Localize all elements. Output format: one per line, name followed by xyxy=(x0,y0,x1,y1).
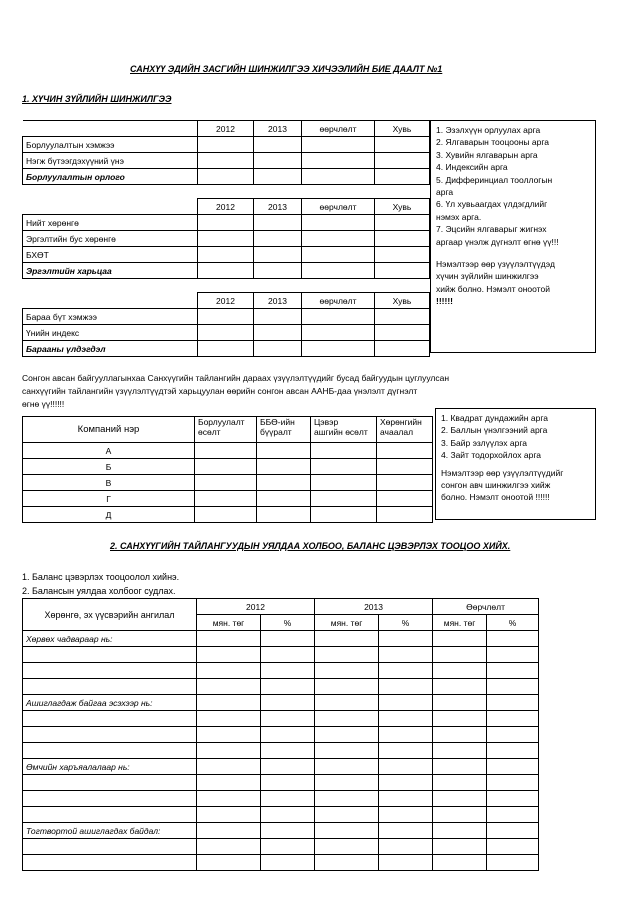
table-row: Эргэлтийн харьцаа xyxy=(23,263,430,279)
class-header: Хөрөнгө, эх үүсвэрийн ангилал xyxy=(23,599,197,631)
table-row: Бараа бүт хэмжээ xyxy=(23,309,430,325)
table-row xyxy=(23,679,539,695)
table-row: Борлуулалтын орлого xyxy=(23,169,430,185)
instruction-text: Сонгон авсан байгууллагынхаа Санхүүгийн тайлангийн дараах үзүүлэлтүүдийг бусад байгуудын цуглуулсан санхүүгийн тайлангийн үзүүлэлтүүдтэй харьцуулан өөрийн сонгон авсан ААНБ-даа үнэлэлт дүгнэлт өгнө үү!!!!!! xyxy=(22,373,450,409)
table-row xyxy=(23,807,539,823)
factor-table-sales: 2012 2013 өөрчлөлт Хувь Борлуулалтын хэмжээ Нэгж бүтээгдэхүүний үнэ Борлуулалтын орлого xyxy=(22,120,430,185)
steps-list: 1. Баланс цэвэрлэх тооцоолол хийнэ. 2. Балансын уялдаа холбоог судлах. xyxy=(22,572,180,596)
table-row: Үнийн индекс xyxy=(23,325,430,341)
table-row xyxy=(23,855,539,871)
table-row: Д xyxy=(23,507,433,523)
table-row xyxy=(23,727,539,743)
table-row xyxy=(23,663,539,679)
table-row: Хөрвөх чадвараар нь: xyxy=(23,631,539,647)
table-row: А xyxy=(23,443,433,459)
section2-title: 2. САНХҮҮГИЙН ТАЙЛАНГУУДЫН УЯЛДАА ХОЛБОО, БАЛАНС ЦЭВЭРЛЭХ ТООЦОО ХИЙХ. xyxy=(110,541,511,551)
table-row xyxy=(23,791,539,807)
table-row: Нийт хөрөнгө xyxy=(23,215,430,231)
factor-table-goods: 2012 2013 өөрчлөлт Хувь Бараа бүт хэмжээ Үнийн индекс Барааны үлдэгдэл xyxy=(22,292,430,357)
table-row: Ашиглагдаж байгаа эсэхээр нь: xyxy=(23,695,539,711)
table-row xyxy=(23,711,539,727)
table-row: БХӨТ xyxy=(23,247,430,263)
table-row: Эргэлтийн бус хөрөнгө xyxy=(23,231,430,247)
factor-table-assets: 2012 2013 өөрчлөлт Хувь Нийт хөрөнгө Эргэлтийн бус хөрөнгө БХӨТ Эргэлтийн харьцаа xyxy=(22,198,430,279)
balance-table: Хөрөнгө, эх үүсвэрийн ангилал 2012 2013 Өөрчлөлт мян. төг % мян. төг % мян. төг % Хөрвөх чадвараар нь: Ашиглагдаж байгаа эсэхээр нь: Өмчийн харъяалалаар нь: Тогтвортой ашиглагдах байдал: xyxy=(22,598,539,871)
table-row: Өмчийн харъяалалаар нь: xyxy=(23,759,539,775)
table-row: Барааны үлдэгдэл xyxy=(23,341,430,357)
table-row: Г xyxy=(23,491,433,507)
company-comparison-table: Компаний нэр Борлуулалт өсөлт ББӨ-ийн бүүралт Цэвэр ашгийн өсөлт Хөрөнгийн ачаалал А Б В Г Д xyxy=(22,416,433,523)
table-row xyxy=(23,839,539,855)
table-row: В xyxy=(23,475,433,491)
table-row: Тогтвортой ашиглагдах байдал: xyxy=(23,823,539,839)
methods-box-2: 1. Квадрат дундажийн арга 2. Баллын үнэлгээний арга 3. Байр эзлүүлэх арга 4. Зайт тодорхойлох арга Нэмэлтээр өөр үзүүлэлтүүдийг сонгон авч шинжилгээ хийж болно. Нэмэлт оноотой !!!!!! xyxy=(435,408,596,520)
table-row xyxy=(23,647,539,663)
table-row xyxy=(23,743,539,759)
document-title: САНХҮҮ ЭДИЙН ЗАСГИЙН ШИНЖИЛГЭЭ ХИЧЭЭЛИЙН БИЕ ДААЛТ №1 xyxy=(130,64,443,74)
methods-box: 1. Эзэлхүүн орлуулах арга 2. Ялгаварын тооцооны арга 3. Хувийн ялгаварын арга 4. Индексийн арга 5. Дифферинциал тооллогын арга 6. Үл хувьаагдах үлдэгдлийг нэмэх арга. 7. Эцсийн ялгаварыг жигнэх аргаар үнэлж дүгнэлт өгнө үү!!! Нэмэлтээр өөр үзүүлэлтүүдэд хүчин зүйлийн шинжилгээ хийж болно. Нэмэлт оноотой !!!!!! xyxy=(430,120,596,353)
table-row xyxy=(23,775,539,791)
section1-title: 1. ХҮЧИН ЗҮЙЛИЙН ШИНЖИЛГЭЭ xyxy=(22,94,172,104)
table-row: Нэгж бүтээгдэхүүний үнэ xyxy=(23,153,430,169)
table-row: Б xyxy=(23,459,433,475)
table-row: Борлуулалтын хэмжээ xyxy=(23,137,430,153)
company-name-header: Компаний нэр xyxy=(23,417,195,443)
